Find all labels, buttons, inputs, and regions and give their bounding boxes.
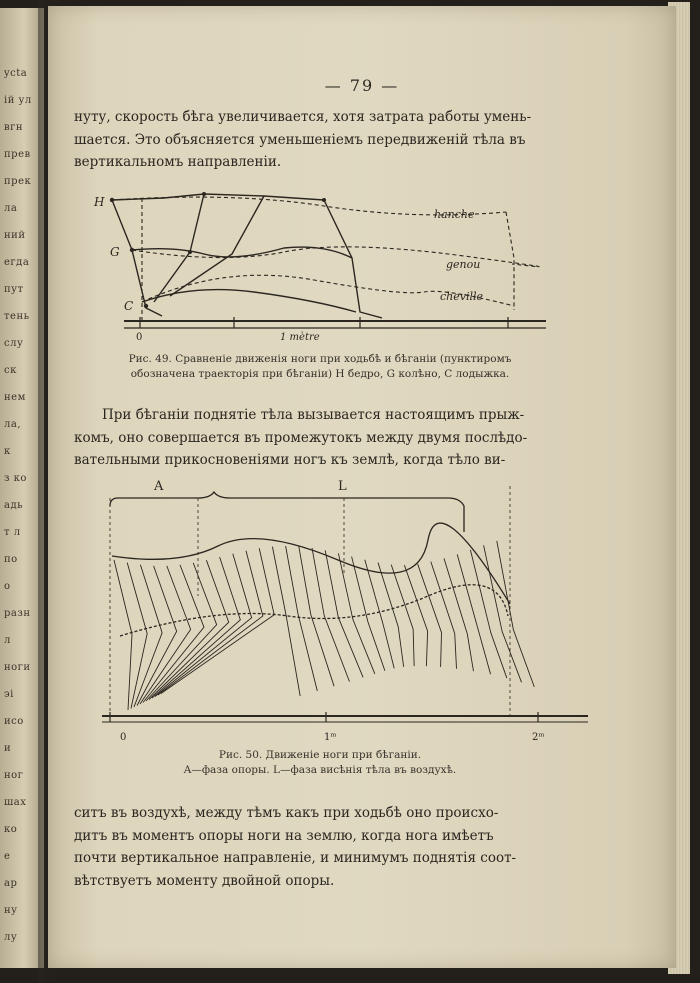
figure-50-caption-line: A—фаза опоры. L—фаза висѣнія тѣла въ воздухѣ.	[183, 764, 457, 776]
left-page-text-fragment: ій ул	[4, 95, 32, 106]
leg-position-line	[418, 564, 442, 667]
walking-leg-swing	[170, 196, 264, 296]
leg-position-line	[152, 557, 240, 698]
label-c: C	[124, 299, 134, 313]
paragraph-1-line: вертикальномъ направленіи.	[74, 154, 282, 170]
left-page-text-fragment: ний	[4, 230, 26, 241]
walking-knee-trajectory	[132, 247, 352, 258]
left-page-text-fragment: т л	[4, 527, 21, 538]
knee-point	[130, 248, 134, 252]
figure-50-caption	[84, 748, 556, 778]
left-page-text-fragment: слу	[4, 338, 24, 349]
left-page-text-fragment: ла	[4, 203, 18, 214]
left-page-text-fragment: егда	[4, 257, 30, 268]
paragraph-1	[74, 106, 554, 174]
left-page-text-fragment: разн	[4, 608, 31, 619]
label-hanche: hanche	[434, 208, 475, 221]
page-number: — 79 —	[324, 76, 400, 95]
hip-point	[202, 192, 206, 196]
hip-point	[110, 198, 114, 202]
paragraph-2-line: вательными прикосновеніями ногъ къ землѣ, когда тѣло ви-	[74, 452, 506, 468]
figure-50-diagram	[98, 476, 598, 744]
label-genou: genou	[446, 258, 481, 271]
leg-position-line	[312, 548, 350, 682]
left-page-text-fragment: тень	[4, 311, 30, 322]
paragraph-3-line: дитъ въ моментъ опоры ноги на землю, когда нога имѣетъ	[74, 827, 494, 844]
leg-position-line	[404, 565, 427, 666]
left-page-text-fragment: прек	[4, 176, 32, 187]
paragraph-1-line: нуту, скорость бѣга увеличивается, хотя затрата работы умень-	[74, 109, 532, 125]
left-page-text-fragment: пут	[4, 284, 24, 295]
left-page-text-fragment: к	[4, 446, 11, 457]
left-page-text-fragment: и	[4, 743, 12, 754]
left-page-text-fragment: по	[4, 554, 18, 565]
label-h: H	[94, 195, 105, 209]
label-zero: 0	[136, 332, 143, 342]
figure-49-diagram	[84, 184, 556, 342]
leg-position-line	[114, 560, 132, 710]
label-cheville: cheville	[440, 290, 484, 303]
hip-trajectory	[112, 523, 510, 604]
left-page-text-fragment: е	[4, 851, 11, 862]
paragraph-3-line: вѣтствуетъ моменту двойной опоры.	[74, 872, 335, 889]
phase-bracket	[110, 492, 464, 532]
left-page-text-fragment: прев	[4, 149, 31, 160]
left-page-text-fragment: ко	[4, 824, 18, 835]
figure-50-caption-line: Рис. 50. Движеніе ноги при бѣганіи.	[218, 749, 422, 761]
label-phase-l: L	[338, 479, 347, 494]
label-two-metres: 2ᵐ	[532, 732, 545, 743]
left-page-text-fragment: л	[4, 635, 11, 646]
ankle-point	[144, 304, 148, 308]
book-page	[48, 6, 676, 968]
left-page-text-fragment: адь	[4, 500, 24, 511]
label-zero: 0	[120, 732, 127, 743]
label-phase-a: A	[154, 479, 164, 494]
left-page-text-fragment: ар	[4, 878, 18, 889]
leg-position-line	[325, 550, 363, 677]
left-page-text-fragment: з ко	[4, 473, 27, 484]
left-page-text-fragment: шах	[4, 797, 27, 808]
left-page-text-fragment: ск	[4, 365, 17, 376]
left-page-text-fragment: исо	[4, 716, 24, 727]
figure-49-caption-line: обозначена траекторія при бѣганіи) H бедро, G колѣно, C лодыжка.	[130, 368, 510, 380]
left-page-text-fragment: вгн	[4, 122, 24, 133]
figure-49-caption	[84, 352, 556, 382]
hip-point	[322, 198, 326, 202]
left-page-text-fragment: нем	[4, 392, 26, 403]
left-page-text-fragment: эі	[4, 689, 14, 700]
left-page-text-fragment: ноги	[4, 662, 31, 673]
leg-position-line	[272, 547, 300, 696]
leg-position-line	[484, 545, 522, 682]
label-one-metre: 1ᵐ	[324, 732, 337, 743]
paragraph-2	[74, 404, 554, 472]
paragraph-3	[74, 802, 554, 892]
left-page-text-fragment: ног	[4, 770, 24, 781]
paragraph-3-line: ситъ въ воздухѣ, между тѣмъ какъ при ходьбѣ оно происхо-	[74, 805, 499, 821]
knee-trajectory	[120, 585, 508, 636]
label-one-metre: 1 mètre	[280, 332, 320, 342]
leg-position-line	[127, 563, 147, 709]
left-page-text-fragment: о	[4, 581, 11, 592]
paragraph-2-line: При бѣганіи поднятіе тѣла вызывается настоящимъ прыж-	[102, 407, 525, 423]
left-page-text-fragment: лу	[4, 932, 18, 943]
left-page-text-fragment: ну	[4, 905, 18, 916]
knee-point	[188, 250, 192, 254]
leg-position-line	[378, 563, 404, 667]
figure-49-caption-line: Рис. 49. Сравненіе движенія ноги при ходьбѣ и бѣганіи (пунктиромъ	[128, 353, 512, 365]
left-page-text-fragment: ла,	[4, 419, 21, 430]
walking-leg-stance	[324, 200, 382, 318]
running-leg	[506, 212, 514, 310]
leg-position-line	[431, 562, 457, 669]
leg-position-line	[457, 554, 490, 674]
paragraph-1-line: шается. Это объясняется уменьшеніемъ передвиженій тѣла въ	[74, 131, 526, 148]
paragraph-3-line: почти вертикальное направленіе, и минимумъ поднятія соот-	[74, 850, 517, 866]
label-g: G	[110, 245, 120, 259]
left-page-text-fragment: ycta	[4, 68, 28, 79]
paragraph-2-line: комъ, оно совершается въ промежутокъ между двумя послѣдо-	[74, 429, 528, 446]
